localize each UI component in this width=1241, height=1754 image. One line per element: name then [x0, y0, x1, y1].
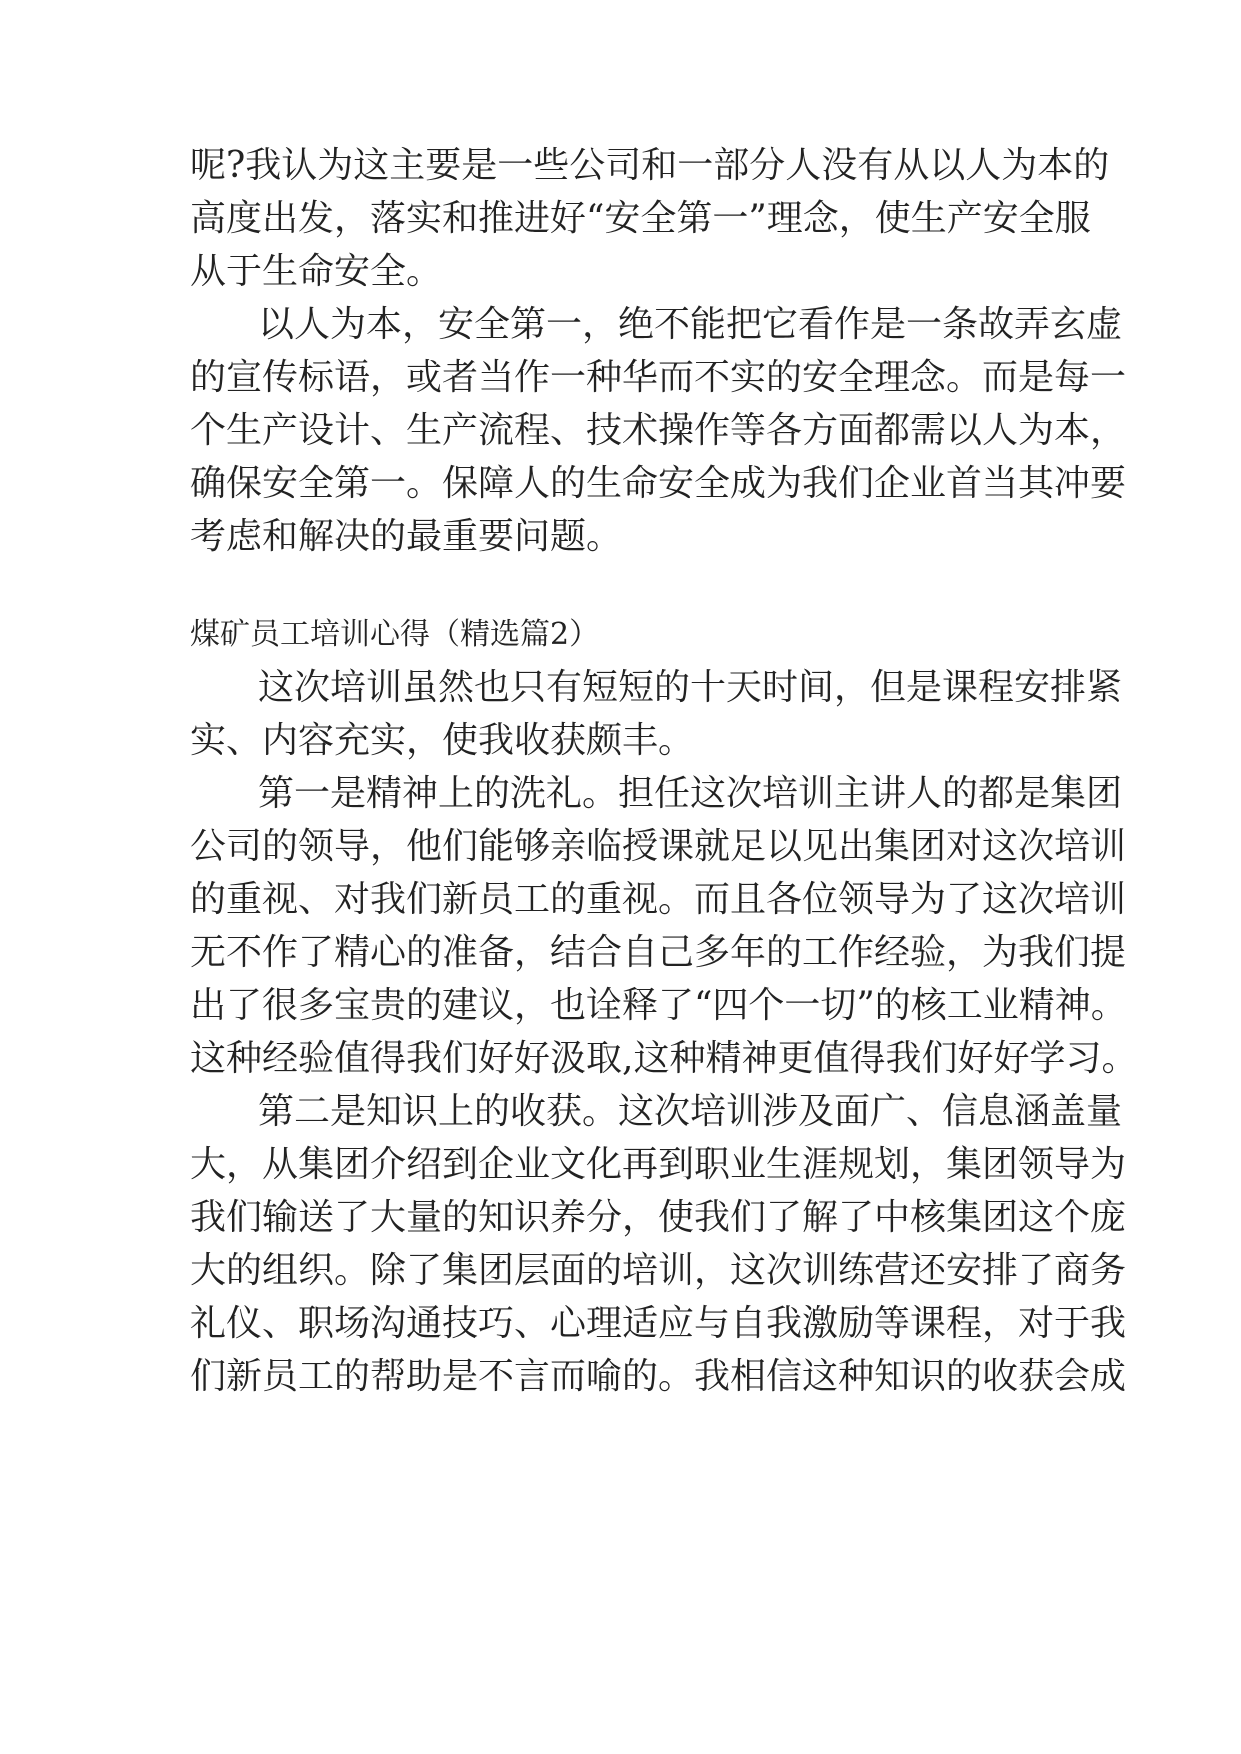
text-line: 个生产设计、生产流程、技术操作等各方面都需以人为本，: [190, 410, 1127, 451]
text-line: 从于生命安全。: [190, 251, 443, 292]
text-line: 这次培训虽然也只有短短的十天时间，但是课程安排紧: [258, 667, 1123, 708]
text-line: 大，从集团介绍到企业文化再到职业生涯规划，集团领导为: [190, 1144, 1127, 1185]
text-line: 的宣传标语，或者当作一种华而不实的安全理念。而是每一: [190, 357, 1127, 398]
text-line: 大的组织。除了集团层面的培训，这次训练营还安排了商务: [190, 1250, 1127, 1291]
text-line: 无不作了精心的准备，结合自己多年的工作经验，为我们提: [190, 932, 1127, 973]
section-heading: 煤矿员工培训心得（精选篇2）: [190, 617, 600, 652]
text-line: 第一是精神上的洗礼。担任这次培训主讲人的都是集团: [258, 773, 1123, 814]
text-line: 第二是知识上的收获。这次培训涉及面广、信息涵盖量: [258, 1091, 1123, 1132]
text-line: 以人为本，安全第一，绝不能把它看作是一条故弄玄虚: [258, 304, 1123, 345]
text-line: 考虑和解决的最重要问题。: [190, 516, 623, 557]
text-line: 这种经验值得我们好好汲取,这种精神更值得我们好好学习。: [190, 1038, 1138, 1079]
text-line: 礼仪、职场沟通技巧、心理适应与自我激励等课程，对于我: [190, 1303, 1127, 1344]
text-line: 实、内容充实，使我收获颇丰。: [190, 720, 695, 761]
text-line: 们新员工的帮助是不言而喻的。我相信这种知识的收获会成: [190, 1356, 1127, 1397]
text-line: 呢?我认为这主要是一些公司和一部分人没有从以人为本的: [190, 145, 1110, 186]
text-line: 确保安全第一。保障人的生命安全成为我们企业首当其冲要: [190, 463, 1127, 504]
text-line: 公司的领导，他们能够亲临授课就足以见出集团对这次培训: [190, 826, 1127, 867]
text-line: 高度出发，落实和推进好“安全第一”理念，使生产安全服: [190, 198, 1091, 239]
text-line: 出了很多宝贵的建议，也诠释了“四个一切”的核工业精神。: [190, 985, 1127, 1026]
text-line: 的重视、对我们新员工的重视。而且各位领导为了这次培训: [190, 879, 1127, 920]
text-line: 我们输送了大量的知识养分，使我们了解了中核集团这个庞: [190, 1197, 1127, 1238]
